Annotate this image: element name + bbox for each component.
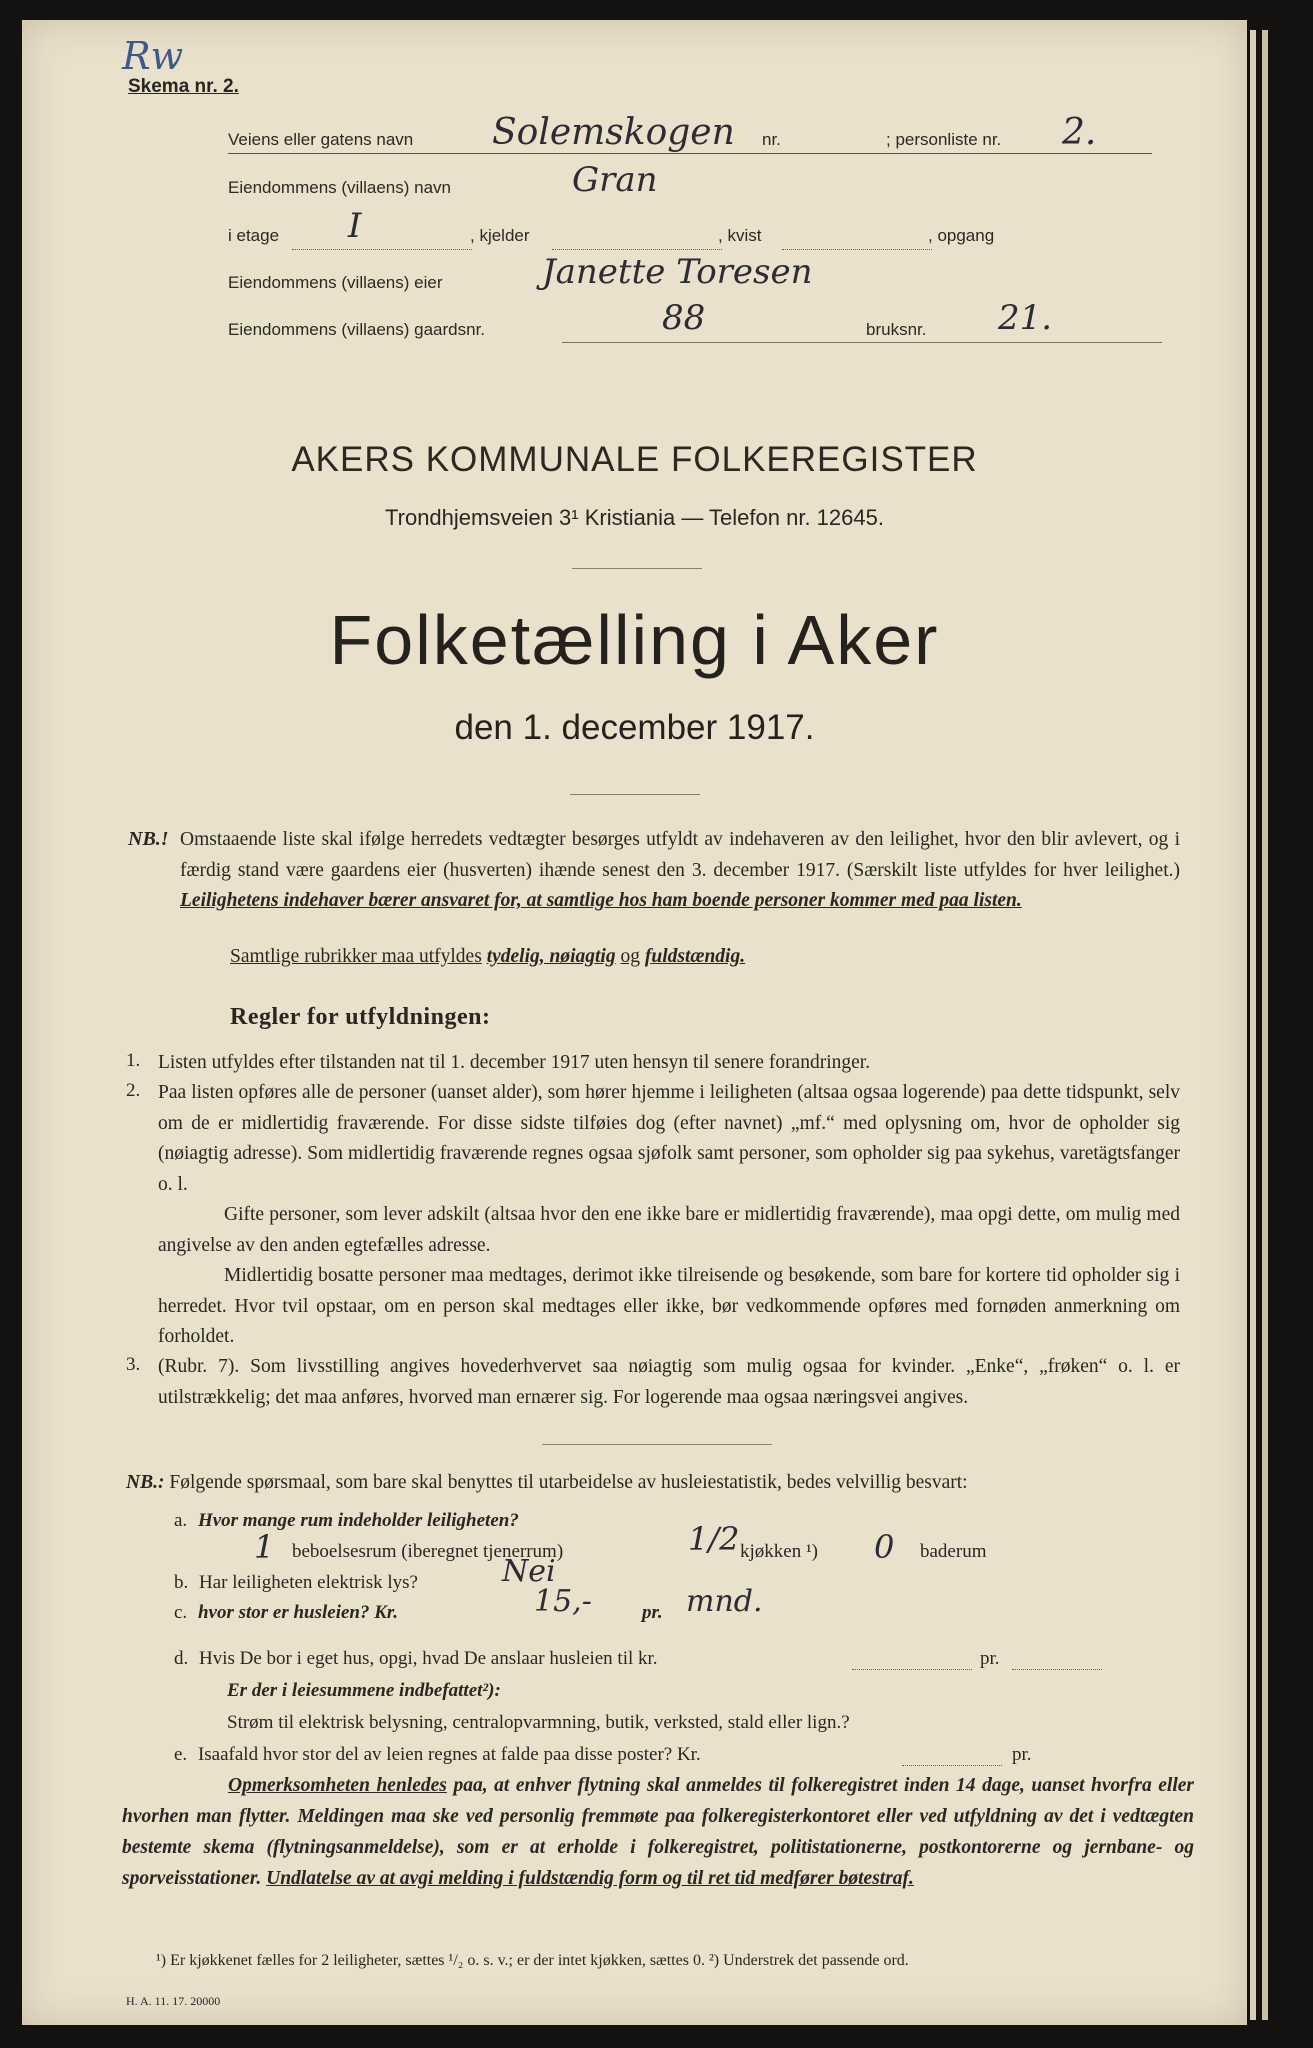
rule-2-text: Paa listen opføres alle de personer (uanset alder), som hører hjemme i leiligheten (altsaa ogsaa logerende) paa dette tidspunkt, selv om de er midlertidig fraværende. For disse sidste tilføies dog (efter navnet) „mf.“ med oplysning om, hvor de opholder sig (nøiagtig adresse). Som midlertidig fraværende regnes ogsaa sjøfolk samt personer, som opholder sig paa sykehus, varetägtsfanger o. l. [158, 1082, 1180, 1195]
question-c-text: hvor stor er husleien? Kr. [197, 1602, 399, 1623]
question-e-label: e. [174, 1744, 188, 1765]
question-a-text: Hvor mange rum indeholder leiligheten? [197, 1510, 519, 1531]
office-address: Trondhjemsveien 3¹ Kristiania — Telefon nr. 12645. [385, 505, 884, 530]
bruksnr-value: 21. [998, 298, 1053, 338]
nb2-intro: Følgende spørsmaal, som bare skal benyttes til utarbeidelse av husleiestatistik, bedes velvillig besvart: [169, 1472, 968, 1493]
gaardsnr-value: 88 [662, 298, 706, 338]
nb1-text [180, 825, 1180, 917]
nb1-line3-emph: tydelig, nøiagtig [486, 946, 616, 967]
rule-1-text: Listen utfyldes efter tilstanden nat til 1. december 1917 uten hensyn til senere forandringer. [158, 1052, 871, 1073]
rooms-label: beboelsesrum (iberegnet tjenerrum) [292, 1541, 564, 1562]
notice-text: paa, at enhver flytning skal anmeldes til folkeregistret inden 14 dage, uanset hvorfra eller hvorhen man flytter. Meldingen maa ske ved personlig fremmøte paa folkeregisterkontoret eller ved utfyldning av det i vedtægten bestemte skema (flytningsanmeldelse), som er at erholde i folkeregistret, politistationerne, postkontorerne og jernbane- og sporveisstationer. [122, 1775, 1195, 1889]
rule-2-gifte: Gifte personer, som lever adskilt (altsaa hvor den ene ikke bare er midlertidig fraværende), maa opgi dette, om mulig med angivelse av den anden egtefælles adresse. [158, 1204, 1180, 1256]
question-d-line-2 [1012, 1668, 1102, 1670]
question-a [174, 1506, 519, 1536]
nb1-line3-pre: Samtlige rubrikker maa utfyldes [230, 946, 482, 967]
rules-heading: Regler for utfyldningen: [230, 1004, 491, 1030]
footnote: ¹) Er kjøkkenet fælles for 2 leiligheter, sættes ¹/₂ o. s. v.; er der intet kjøkken, sættes 0. ²) Understrek det passende ord. [156, 1952, 909, 1969]
kitchen-label: kjøkken ¹) [740, 1541, 818, 1562]
rent-unit: mnd. [686, 1584, 763, 1619]
stamp-mark: Rw [122, 34, 184, 78]
divider-2 [570, 794, 700, 795]
property-name-value: Gran [572, 160, 658, 200]
personliste-value: 2. [1062, 112, 1097, 153]
nb1-line3 [230, 946, 745, 968]
question-d-text: Hvis De bor i eget hus, opgi, hvad De anslaar husleien til kr. [199, 1648, 658, 1669]
street-value: Solemskogen [492, 112, 735, 153]
question-e-text: Isaafald hvor stor del av leien regnes at falde paa disse poster? Kr. [197, 1744, 701, 1765]
question-d-label: d. [174, 1648, 189, 1669]
divider-1 [572, 568, 702, 569]
question-c-label: c. [174, 1602, 188, 1623]
question-d-line [852, 1668, 972, 1670]
rent-pr: pr. [642, 1602, 663, 1623]
kitchen-value: 1/2 [688, 1520, 740, 1558]
rule-2-midlertidig: Midlertidig bosatte personer maa medtages, derimot ikke tilreisende og besøkende, som bare for kortere tid opholder sig i herredet. Hvor tvil opstaar, om en person skal medtages eller ikke, bør vedkommende opføres med fornøden anmerkning om forholdet. [158, 1265, 1180, 1347]
moving-notice [122, 1770, 1194, 1894]
kjelder-label: , kjelder [470, 226, 530, 245]
personliste-label: ; personliste nr. [886, 130, 1002, 149]
question-d-pr: pr. [980, 1648, 1000, 1669]
rule-2-number: 2. [126, 1080, 141, 1101]
nb1-emphasis: Leilighetens indehaver bærer ansvaret for, at samtlige hos ham boende personer kommer med paa listen. [180, 890, 1022, 911]
etage-line [292, 248, 472, 250]
question-e [174, 1740, 701, 1770]
question-c [174, 1598, 398, 1628]
bruksnr-label: bruksnr. [866, 320, 927, 339]
nb1-line3-emph2: fuldstændig. [644, 946, 746, 967]
page-title: Folketælling i Aker [329, 601, 940, 679]
property-name-label: Eiendommens (villaens) navn [228, 178, 451, 197]
etage-label: i etage [228, 226, 280, 245]
opgang-label: , opgang [928, 226, 995, 245]
rooms-value: 1 [254, 1528, 275, 1566]
owner-value: Janette Toresen [542, 252, 813, 292]
page-edge-right-2 [1262, 30, 1268, 2020]
etage-value: I [348, 206, 362, 246]
divider-3 [542, 1444, 772, 1445]
question-b-text: Har leiligheten elektrisk lys? [199, 1572, 418, 1593]
page-edge-right [1250, 30, 1256, 2020]
rule-1-number: 1. [126, 1050, 141, 1071]
nr-label: nr. [762, 130, 781, 149]
gaardsnr-underline [562, 342, 1162, 343]
question-b-label: b. [174, 1572, 189, 1593]
kvist-label: , kvist [718, 226, 762, 245]
bath-label: baderum [920, 1541, 987, 1562]
question-d-items: Strøm til elektrisk belysning, centralopvarmning, butik, verksted, stald eller lign.? [227, 1712, 850, 1733]
notice-penalty: Undlatelse av at avgi melding i fuldstændig form og til ret tid medfører bøtestraf. [266, 1868, 914, 1889]
nb1-body: Omstaaende liste skal ifølge herredets vedtægter besørges utfyldt av indehaveren av den leilighet, hvor den blir avlevert, og i færdig stand være gaardens eier (husverten) ihænde senest den 3. december 1917. (Særskilt liste utfyldes for hver leilighet.) [180, 829, 1180, 881]
question-b [174, 1568, 418, 1598]
print-code: H. A. 11. 17. 20000 [126, 1994, 221, 2008]
electric-value: Nei [502, 1554, 556, 1589]
rule-3-number: 3. [126, 1354, 141, 1375]
gaardsnr-label: Eiendommens (villaens) gaardsnr. [228, 320, 486, 339]
bath-value: 0 [874, 1528, 895, 1566]
census-form-page [22, 20, 1247, 2025]
rule-3-text: (Rubr. 7). Som livsstilling angives hovederhvervet saa nøiagtig som mulig ogsaa for kvinder. „Enke“, „frøken“ o. l. er utilstrækkelig; det maa anføres, hvorved man ernærer sig. For logerende maa ogsaa næringsvei angives. [158, 1356, 1180, 1408]
kvist-line [782, 248, 932, 250]
kjelder-line [552, 248, 722, 250]
owner-label: Eiendommens (villaens) eier [228, 273, 443, 292]
rent-value: 15,- [534, 1584, 592, 1619]
census-date: den 1. december 1917. [454, 708, 815, 747]
question-d-included: Er der i leiesummene indbefattet²): [227, 1680, 501, 1701]
question-d [174, 1644, 658, 1674]
street-underline [228, 153, 1152, 154]
question-e-pr: pr. [1012, 1744, 1032, 1765]
nb1-line3-mid: og [620, 946, 640, 967]
nb2-line [126, 1472, 968, 1494]
street-label: Veiens eller gatens navn [228, 130, 414, 149]
question-a-label: a. [174, 1510, 188, 1531]
notice-lead: Opmerksomheten henledes [228, 1775, 447, 1796]
question-e-line [902, 1764, 1002, 1766]
nb1-lead: NB.! [128, 828, 169, 850]
form-id: Skema nr. 2. [128, 76, 239, 97]
office-name: AKERS KOMMUNALE FOLKEREGISTER [291, 440, 978, 479]
nb2-lead: NB.: [126, 1472, 165, 1493]
